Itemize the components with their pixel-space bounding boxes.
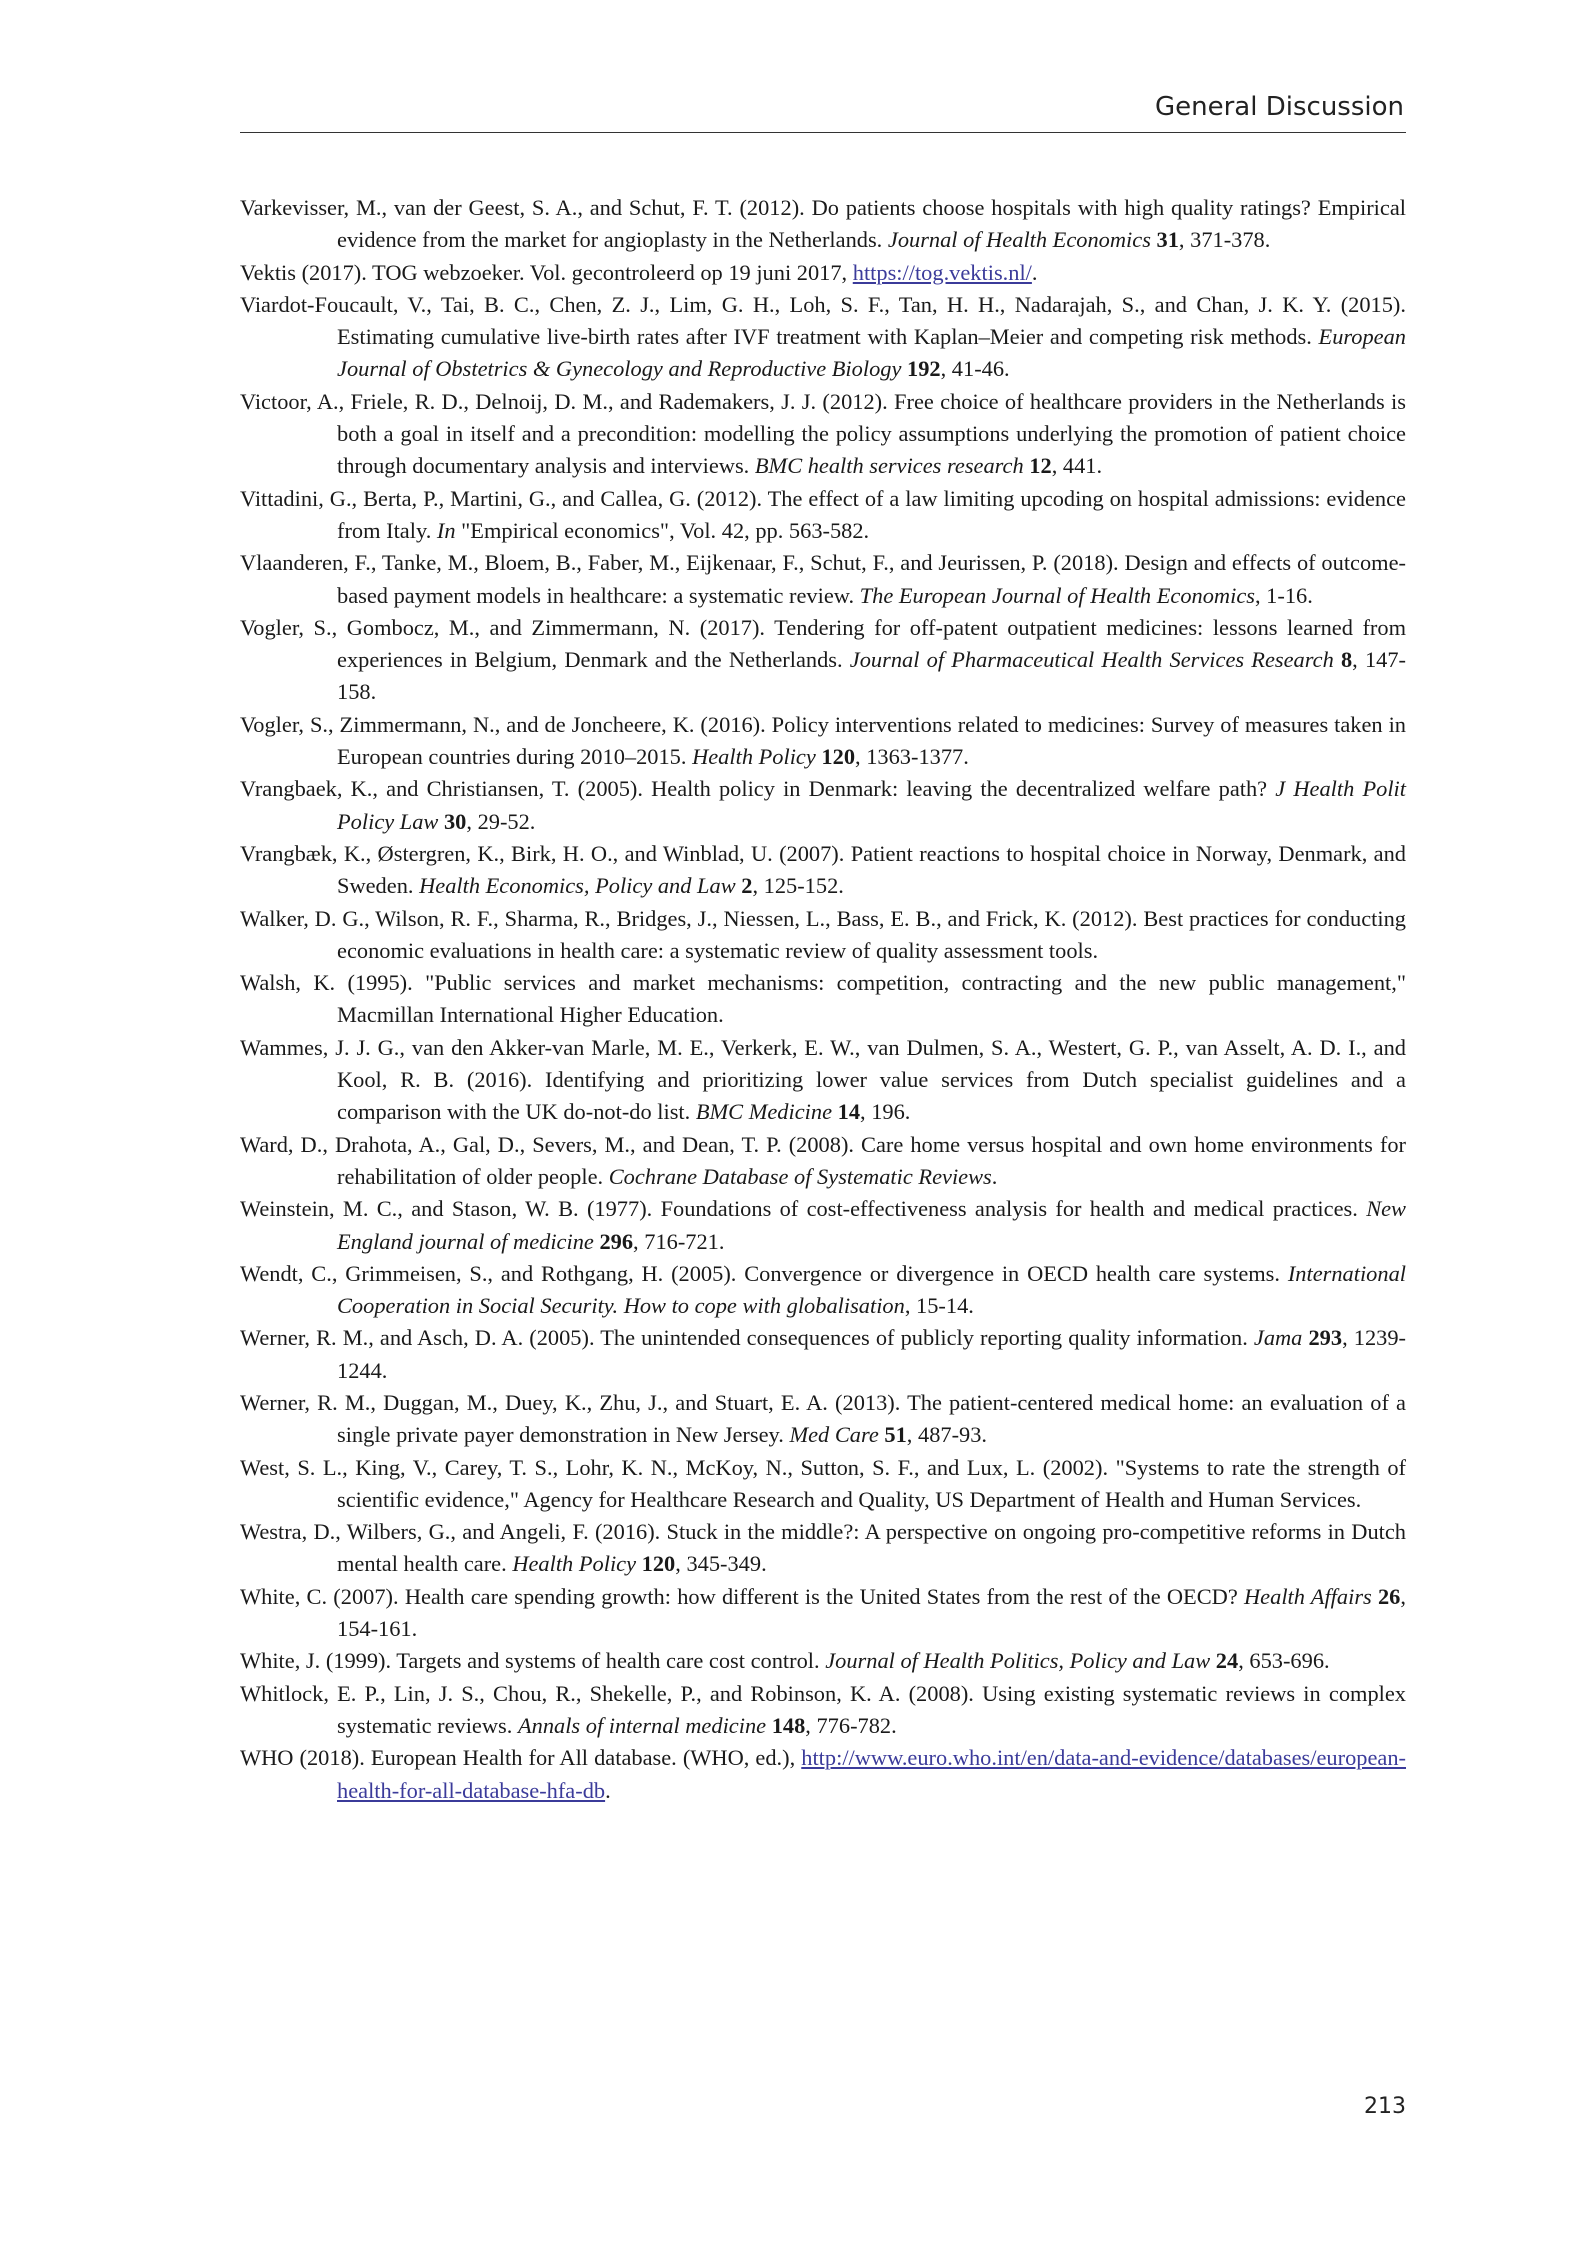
reference-text: Vogler, S., Zimmermann, N., and de Joncheere, K. (2016). Policy interventions related to medicines: Survey of measures taken in European countries during 2010–2015.	[240, 711, 1406, 770]
reference-text: , 15-14.	[904, 1293, 974, 1319]
reference-text: Varkevisser, M., van der Geest, S. A., and Schut, F. T. (2012). Do patients choose hospitals with high quality ratings? Empirical evidence from the market for angioplasty in the Netherlands.	[240, 195, 1406, 253]
reference-journal: Journal of Pharmaceutical Health Services Research	[849, 647, 1334, 673]
reference-volume: 12	[1029, 453, 1052, 479]
reference-journal: Journal of Health Politics, Policy and Law	[825, 1648, 1211, 1674]
reference-volume: 2	[741, 873, 753, 899]
reference-text: .	[991, 1163, 998, 1189]
reference-volume: 24	[1215, 1648, 1239, 1674]
reference-entry	[240, 1452, 1406, 1517]
reference-volume: 31	[1156, 227, 1179, 253]
page-number: 213	[1364, 2094, 1406, 2119]
reference-text: , 716-721.	[633, 1228, 725, 1254]
reference-text: Vogler, S., Gombocz, M., and Zimmermann, N. (2017). Tendering for off-patent outpatient medicines: lessons learned from experiences in Belgium, Denmark and the Netherlands.	[240, 614, 1406, 673]
reference-text: Vlaanderen, F., Tanke, M., Bloem, B., Faber, M., Eijkenaar, F., Schut, F., and Jeurissen, P. (2018). Design and effects of outcome-based payment models in healthcare: a systematic review.	[240, 550, 1406, 608]
reference-entry	[240, 1581, 1406, 1646]
reference-volume: 120	[641, 1551, 676, 1577]
reference-text: , 125-152.	[752, 873, 844, 899]
reference-text: .	[1031, 259, 1038, 285]
reference-journal: Health Economics, Policy and Law	[419, 873, 736, 899]
reference-text: "Empirical economics", Vol. 42, pp. 563-582.	[455, 517, 870, 543]
reference-entry	[240, 1193, 1406, 1258]
reference-entry	[240, 547, 1406, 612]
reference-text: , 1-16.	[1254, 582, 1313, 608]
reference-text: , 147-158.	[337, 647, 1406, 705]
reference-journal: Journal of Health Economics	[887, 227, 1151, 253]
reference-text: , 371-378.	[1178, 227, 1271, 253]
reference-journal: BMC Medicine	[695, 1099, 833, 1125]
reference-volume: 8	[1340, 647, 1353, 673]
reference-text: , 41-46.	[940, 356, 1010, 382]
reference-text: Wendt, C., Grimmeisen, S., and Rothgang, H. (2005). Convergence or divergence in OECD health care systems.	[240, 1260, 1288, 1286]
reference-entry	[240, 483, 1406, 548]
reference-text: Victoor, A., Friele, R. D., Delnoij, D. M., and Rademakers, J. J. (2012). Free choice of healthcare providers in the Netherlands is both a goal in itself and a precondition: modelling the policy assumptions underlying the promotion of patient choice through documentary analysis and interviews.	[240, 388, 1406, 479]
reference-journal: In	[436, 517, 456, 543]
reference-text: Walker, D. G., Wilson, R. F., Sharma, R., Bridges, J., Niessen, L., Bass, E. B., and Frick, K. (2012). Best practices for conducting economic evaluations in health care: a systematic review of quality assessment tools.	[240, 905, 1406, 963]
reference-journal: Med Care	[789, 1422, 879, 1448]
reference-journal: The European Journal of Health Economics	[859, 582, 1255, 608]
reference-text: , 154-161.	[337, 1583, 1406, 1642]
reference-volume: 26	[1377, 1583, 1401, 1609]
reference-entry	[240, 967, 1406, 1032]
reference-entry	[240, 1032, 1406, 1129]
reference-text: , 653-696.	[1238, 1648, 1330, 1674]
reference-entry	[240, 289, 1406, 386]
reference-link[interactable]: https://tog.vektis.nl/	[852, 259, 1032, 285]
reference-journal: Cochrane Database of Systematic Reviews	[608, 1163, 992, 1189]
reference-journal: European Journal of Obstetrics & Gynecology and Reproductive Biology	[337, 324, 1406, 382]
reference-text: White, C. (2007). Health care spending growth: how different is the United States from the rest of the OECD?	[240, 1583, 1245, 1609]
reference-link[interactable]: http://www.euro.who.int/en/data-and-evidence/databases/european-health-for-all-database-hfa-db	[337, 1745, 1406, 1803]
reference-journal: BMC health services research	[754, 453, 1024, 479]
reference-entry	[240, 1129, 1406, 1194]
reference-text: Vektis (2017). TOG webzoeker. Vol. gecontroleerd op 19 juni 2017,	[240, 259, 853, 285]
reference-journal: New England journal of medicine	[337, 1196, 1406, 1254]
reference-text: Wammes, J. J. G., van den Akker-van Marle, M. E., Verkerk, E. W., van Dulmen, S. A., Westert, G. P., van Asselt, A. D. I., and Kool, R. B. (2016). Identifying and prioritizing lower value services from Dutch specialist guidelines and a comparison with the UK do-not-do list.	[240, 1034, 1406, 1125]
reference-entry	[240, 1516, 1406, 1581]
reference-text: White, J. (1999). Targets and systems of health care cost control.	[240, 1648, 826, 1674]
reference-text: West, S. L., King, V., Carey, T. S., Lohr, K. N., McKoy, N., Sutton, S. F., and Lux, L. (2002). "Systems to rate the strength of scientific evidence," Agency for Healthcare Research and Quality, US Department of Health and Human Services.	[240, 1454, 1406, 1512]
reference-volume: 293	[1308, 1325, 1343, 1351]
reference-text: Viardot-Foucault, V., Tai, B. C., Chen, Z. J., Lim, G. H., Loh, S. F., Tan, H. H., Nadarajah, S., and Chan, J. K. Y. (2015). Estimating cumulative live-birth rates after IVF treatment with Kaplan–Meier and competing risk methods.	[240, 291, 1406, 350]
reference-entry	[240, 773, 1406, 838]
reference-entry	[240, 838, 1406, 903]
running-header	[240, 88, 1406, 133]
reference-volume: 120	[821, 744, 856, 770]
reference-entry	[240, 1645, 1406, 1677]
reference-volume: 192	[907, 356, 941, 382]
reference-volume: 51	[884, 1422, 907, 1448]
reference-entry	[240, 1322, 1406, 1387]
reference-text: Weinstein, M. C., and Stason, W. B. (1977). Foundations of cost-effectiveness analysis for health and medical practices.	[240, 1196, 1367, 1222]
reference-text: Ward, D., Drahota, A., Gal, D., Severs, M., and Dean, T. P. (2008). Care home versus hospital and own home environments for rehabilitation of older people.	[240, 1131, 1406, 1189]
reference-entry	[240, 192, 1406, 257]
reference-text	[1334, 647, 1341, 672]
reference-text: , 29-52.	[466, 808, 536, 834]
reference-entry	[240, 1678, 1406, 1743]
reference-journal: J Health Polit Policy Law	[337, 776, 1406, 834]
reference-text: , 441.	[1051, 453, 1103, 479]
reference-text: WHO (2018). European Health for All database. (WHO, ed.),	[240, 1745, 802, 1771]
reference-text: Vrangbæk, K., Østergren, K., Birk, H. O., and Winblad, U. (2007). Patient reactions to hospital choice in Norway, Denmark, and Sweden.	[240, 840, 1406, 899]
reference-entry	[240, 257, 1406, 289]
reference-text: Vrangbaek, K., and Christiansen, T. (2005). Health policy in Denmark: leaving the decentralized welfare path?	[240, 776, 1276, 802]
reference-text: , 776-782.	[805, 1712, 897, 1738]
reference-text: , 487-93.	[906, 1422, 988, 1448]
reference-text: Walsh, K. (1995). "Public services and market mechanisms: competition, contracting and the new public management," Macmillan International Higher Education.	[240, 970, 1406, 1028]
reference-list	[240, 192, 1406, 1807]
reference-text: , 196.	[860, 1099, 911, 1125]
reference-journal: International Cooperation in Social Security. How to cope with globalisation	[337, 1260, 1406, 1319]
reference-text: , 345-349.	[675, 1551, 767, 1577]
reference-volume: 148	[771, 1712, 806, 1738]
reference-text: , 1363-1377.	[855, 744, 969, 770]
reference-entry	[240, 903, 1406, 968]
reference-entry	[240, 1742, 1406, 1807]
reference-entry	[240, 709, 1406, 774]
reference-text: Whitlock, E. P., Lin, J. S., Chou, R., Shekelle, P., and Robinson, K. A. (2008). Using existing systematic reviews in complex systematic reviews.	[240, 1680, 1406, 1738]
reference-text: Werner, R. M., and Asch, D. A. (2005). The unintended consequences of publicly reporting quality information.	[240, 1325, 1254, 1351]
reference-entry	[240, 1387, 1406, 1452]
reference-text: Westra, D., Wilbers, G., and Angeli, F. (2016). Stuck in the middle?: A perspective on ongoing pro-competitive reforms in Dutch mental health care.	[240, 1519, 1406, 1577]
reference-entry	[240, 612, 1406, 709]
reference-text: .	[605, 1777, 611, 1803]
reference-journal: Annals of internal medicine	[517, 1712, 767, 1738]
reference-journal: Health Policy	[692, 744, 816, 770]
reference-entry	[240, 386, 1406, 483]
header-title: General Discussion	[1155, 92, 1404, 122]
reference-entry	[240, 1258, 1406, 1323]
reference-text: Vittadini, G., Berta, P., Martini, G., and Callea, G. (2012). The effect of a law limiting upcoding on hospital admissions: evidence from Italy.	[240, 485, 1406, 543]
reference-text: , 1239-1244.	[337, 1325, 1406, 1383]
reference-journal: Health Affairs	[1244, 1583, 1372, 1609]
reference-volume: 296	[599, 1228, 634, 1254]
reference-volume: 14	[837, 1099, 861, 1125]
reference-volume: 30	[443, 808, 467, 834]
reference-text: Werner, R. M., Duggan, M., Duey, K., Zhu, J., and Stuart, E. A. (2013). The patient-centered medical home: an evaluation of a single private payer demonstration in New Jersey.	[240, 1389, 1406, 1448]
reference-journal: Health Policy	[512, 1551, 637, 1577]
reference-journal: Jama	[1253, 1325, 1303, 1351]
